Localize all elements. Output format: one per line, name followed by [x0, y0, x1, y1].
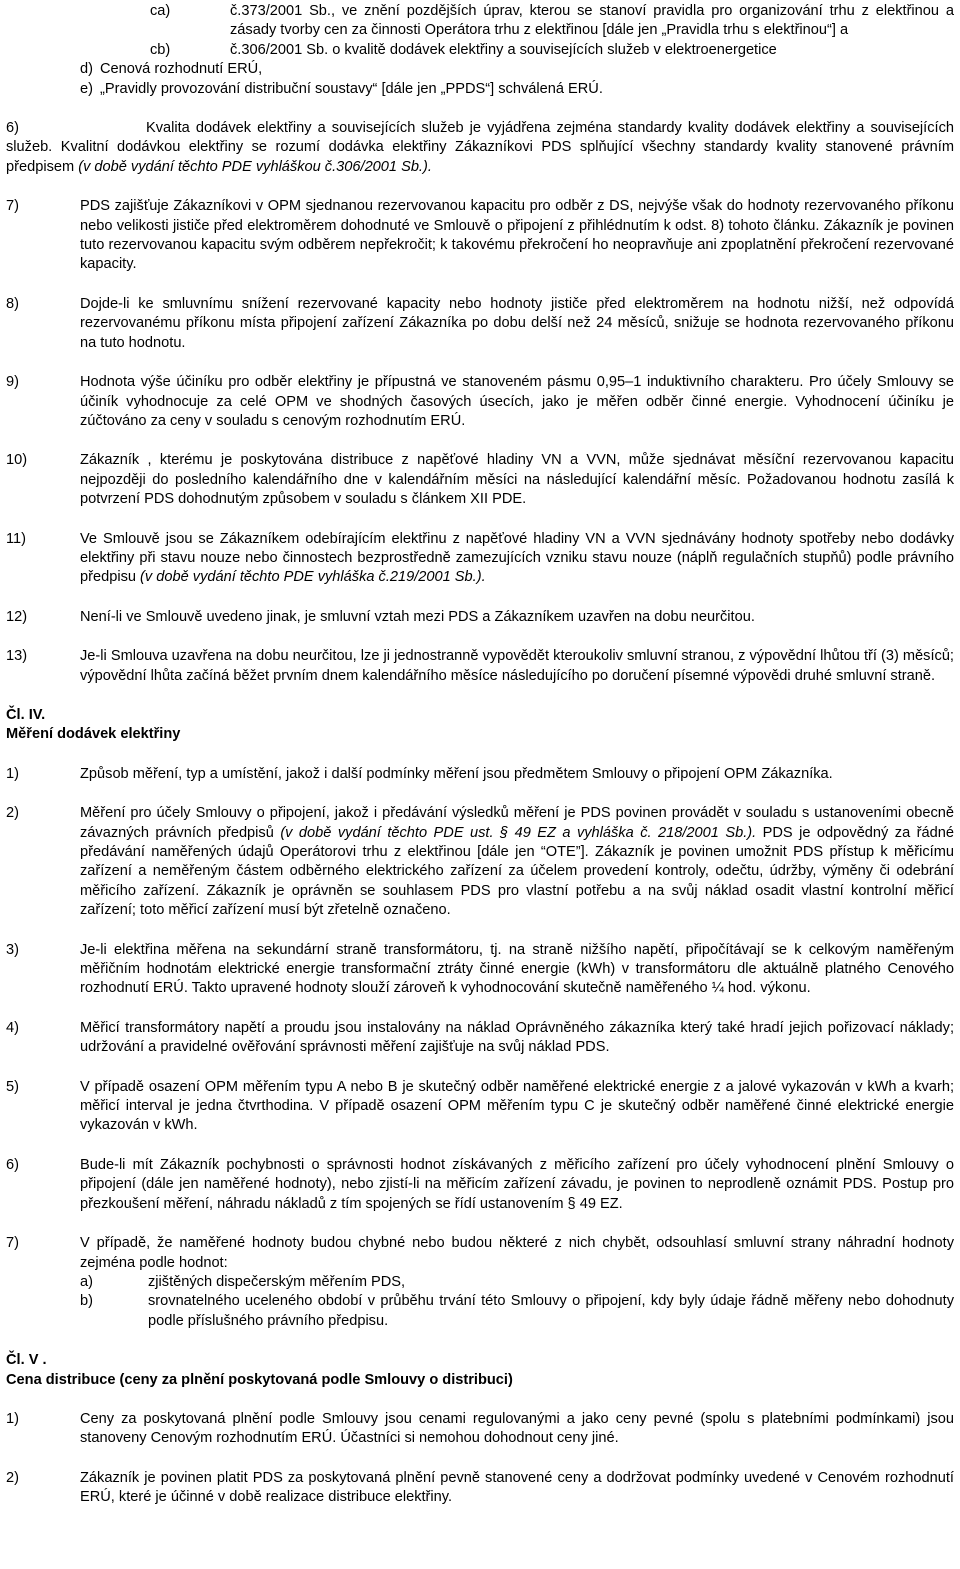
numbered-paragraph	[6, 1078, 954, 1136]
numbered-paragraph	[6, 1469, 954, 1508]
paragraph-6	[6, 119, 954, 177]
sub-text: srovnatelného uceleného období v průběhu trvání této Smlouvy o připojení, kdy byly údaje řádně měřeny nebo dohodnuty podle příslušného právního předpisu.	[148, 1293, 954, 1329]
article4-paragraph-2	[6, 804, 954, 920]
paragraph-number: 12)	[6, 608, 28, 625]
list-item-cb	[150, 41, 954, 60]
item-text: č.306/2001 Sb. o kvalitě dodávek elektřiny a souvisejících služeb v elektroenergetice	[230, 41, 777, 58]
paragraph-number: 2)	[6, 805, 19, 822]
numbered-paragraph	[6, 451, 954, 509]
paragraph-number: 6)	[6, 120, 19, 137]
paragraph-number: 8)	[6, 295, 19, 312]
numbered-paragraph	[6, 608, 954, 627]
paragraph-number: 11)	[6, 530, 27, 547]
paragraph-number: 3)	[6, 941, 19, 958]
item-text: č.373/2001 Sb., ve znění pozdějších úprav, kterou se stanoví pravidla pro organizování trhu z elektřinou a zásady tvorby cen za činnosti Operátora trhu z elektřinou [dále jen „Pravidla trhu s elektřinou“] a	[230, 3, 954, 39]
numbered-paragraph	[6, 373, 954, 431]
paragraph-text: Ve Smlouvě jsou se Zákazníkem odebírajícím elektřinu z napěťové hladiny VN a VVN sjednávány hodnoty spotřeby nebo dodávky elektřiny při stavu nouze nebo činnostech bezprostředně zamezujících vzniku stavu nouze (náplň regulačních stupňů) podle právního předpisu	[80, 530, 954, 586]
paragraph-text: V případě, že naměřené hodnoty budou chybné nebo budou některé z nich chybět, odsouhlasí smluvní strany náhradní hodnoty zejména podle hodnot:	[80, 1235, 954, 1271]
paragraph-text: Měření pro účely Smlouvy o připojení, jakož i předávání výsledků měření je PDS povinen provádět v souladu s ustanoveními obecně závazných právních předpisů	[80, 805, 954, 841]
paragraph-number: 1)	[6, 1410, 19, 1427]
item-text: Cenová rozhodnutí ERÚ,	[100, 61, 263, 78]
item-label: e)	[80, 80, 93, 97]
paragraph-text: PDS zajišťuje Zákazníkovi v OPM sjednanou rezervovanou kapacitu pro odběr z DS, nejvýše však do hodnoty rezervovaného příkonu nebo velikosti jističe před elektroměrem dohodnuté ve Smlouvě o připojení z přihlédnutím k odst. 8) tohoto článku. Zákazník je povinen tuto rezervovanou kapacitu svým odběrem nepřekročit; k takovému překročení ho neopravňuje ani zpoplatnění překročení rezervované kapacity.	[80, 198, 954, 273]
article-heading: Čl. V .	[6, 1352, 47, 1369]
paragraph-text: Měřicí transformátory napětí a proudu jsou instalovány na náklad Oprávněného zákazníka který také hradí jejich pořizovací náklady; udržování a pravidelné ověřování správnosti měření zajišťuje na svůj náklad PDS.	[80, 1019, 954, 1056]
paragraph-text: Dojde-li ke smluvnímu snížení rezervované kapacity nebo hodnoty jističe před elektroměrem na hodnotu nižší, než odpovídá rezervovanému příkonu místa připojení zařízení Zákazníka po dobu delší než 24 měsíců, snižuje se hodnota rezervovaného příkonu na tuto hodnotu.	[80, 295, 954, 351]
paragraph-text: V případě osazení OPM měřením typu A nebo B je skutečný odběr naměřené elektrické energie z a jalové vykazován v kWh a kvarh; měřicí interval je jedna čtvrthodina. V případě osazení OPM měřením typu C je skutečný odběr naměřené činné elektrické energie vykazován v kWh.	[80, 1078, 954, 1134]
list-item-d	[80, 60, 954, 79]
numbered-paragraph	[6, 941, 954, 999]
sub-item-a	[80, 1273, 954, 1292]
paragraph-number: 1)	[6, 765, 19, 782]
numbered-paragraph	[6, 1156, 954, 1214]
item-text: „Pravidly provozování distribuční soustavy“ [dále jen „PPDS“] schválená ERÚ.	[100, 80, 603, 97]
paragraph-text: Bude-li mít Zákazník pochybnosti o správnosti hodnot získávaných z měřicího zařízení pro účely vyhodnocení plnění Smlouvy o připojení (dále jen naměřené hodnoty), nebo zjistí-li na měřicím zařízení závadu, je povinen to neprodleně oznámit PDS. Postup pro přezkoušení měření, náhradu nákladů z tím spojených se řídí ustanovením § 49 EZ.	[80, 1156, 954, 1212]
paragraph-text: Ceny za poskytovaná plnění podle Smlouvy jsou cenami regulovanými a jako ceny pevné (spolu s platebními podmínkami) jsou stanoveny Cenovým rozhodnutím ERÚ. Účastníci si nemohou dohodnout ceny jiné.	[80, 1410, 954, 1447]
numbered-paragraph	[6, 197, 954, 275]
paragraph-number: 13)	[6, 648, 28, 665]
paragraph-note: (v době vydání těchto PDE vyhláškou č.306/2001 Sb.).	[78, 158, 432, 175]
paragraph-number: 10)	[6, 452, 28, 469]
article4-paragraph-7	[6, 1234, 954, 1331]
paragraph-text: Kvalita dodávek elektřiny a souvisejících služeb je vyjádřena zejména standardy kvality dodávek elektřiny a souvisejících služeb. Kvalitní dodávkou elektřiny se rozumí dodávka elektřiny Zákazníkovi PDS splňující všechny standardy kvality stanovené právním předpisem	[6, 120, 954, 175]
article-heading: Čl. IV.	[6, 706, 46, 723]
numbered-list-b	[6, 608, 954, 706]
item-label: ca)	[150, 3, 171, 19]
paragraph-11	[6, 530, 954, 588]
paragraph-note: (v době vydání těchto PDE vyhláška č.219/2001 Sb.).	[140, 569, 486, 586]
numbered-paragraph	[6, 1410, 954, 1449]
item-label: cb)	[150, 41, 171, 58]
paragraph-number: 4)	[6, 1019, 19, 1036]
paragraph-number: 2)	[6, 1469, 19, 1486]
paragraph-text: Hodnota výše účiníku pro odběr elektřiny je přípustná ve stanoveném pásmu 0,95–1 induktivního charakteru. Pro účely Smlouvy se účiník vyhodnocuje za celé OPM ve shodných časových úsecích, jako je měřen odběr činné energie. Vyhodnocení účiníku je zúčtováno za ceny v souladu s cenovým rozhodnutím ERÚ.	[80, 374, 954, 429]
article-title: Měření dodávek elektřiny	[6, 726, 181, 743]
sub-label: a)	[80, 1273, 93, 1290]
article4-paragraph-1	[6, 765, 954, 784]
item-label: d)	[80, 61, 93, 78]
paragraph-note: (v době vydání těchto PDE ust. § 49 EZ a vyhláška č. 218/2001 Sb.).	[280, 824, 757, 841]
article4-list	[6, 941, 954, 1234]
paragraph-text: Způsob měření, typ a umístění, jakož i další podmínky měření jsou předmětem Smlouvy o připojení OPM Zákazníka.	[80, 765, 833, 782]
list-item-e	[80, 80, 954, 99]
paragraph-number: 7)	[6, 1235, 19, 1252]
sub-item-b	[80, 1292, 954, 1331]
list-item-ca	[150, 2, 954, 41]
article-title: Cena distribuce (ceny za plnění poskytovaná podle Smlouvy o distribuci)	[6, 1371, 513, 1388]
paragraph-text: Je-li Smlouva uzavřena na dobu neurčitou, lze ji jednostranně vypovědět kteroukoliv smluvní stranou, z výpovědní lhůtou tří (3) měsíců; výpovědní lhůta začíná běžet prvním dnem kalendářního měsíce následujícího po doručení písemné výpovědi druhé smluvní straně.	[80, 648, 954, 684]
paragraph-number: 6)	[6, 1156, 19, 1173]
paragraph-text: Je-li elektřina měřena na sekundární straně transformátoru, tj. na straně nižšího napětí, připočítávají se k celkovým naměřeným měřičním hodnotám elektrické energie transformační ztráty činné energie (kWh) v transformátoru dle aktuálně platného Cenového rozhodnutí ERÚ. Takto upravené hodnoty slouží zároveň k vyhodnocování skutečně naměřeného ¼ hod. výkonu.	[80, 941, 954, 997]
numbered-paragraph	[6, 647, 954, 686]
paragraph-number: 5)	[6, 1078, 19, 1095]
numbered-list-a	[6, 197, 954, 529]
paragraph-text: Zákazník je povinen platit PDS za poskytovaná plnění pevně stanovené ceny a dodržovat podmínky uvedené v Cenovém rozhodnutí ERÚ, které je účinné v době realizace distribuce elektřiny.	[80, 1469, 954, 1506]
paragraph-text: Zákazník , kterému je poskytována distribuce z napěťové hladiny VN a VVN, může sjednávat měsíční rezervovanou kapacitu nejpozději do posledního kalendářního dne v kalendářním měsíci na následující kalendářní měsíc. Požadovanou hodnotu zasílá k potvrzení PDS dohodnutým způsobem v souladu s článkem XII PDE.	[80, 452, 954, 508]
numbered-paragraph	[6, 1019, 954, 1058]
document-page	[6, 2, 954, 1528]
paragraph-number: 7)	[6, 198, 19, 215]
paragraph-text: Není-li ve Smlouvě uvedeno jinak, je smluvní vztah mezi PDS a Zákazníkem uzavřen na dobu neurčitou.	[80, 608, 755, 625]
paragraph-number: 9)	[6, 374, 19, 391]
sub-text: zjištěných dispečerským měřením PDS,	[148, 1273, 406, 1290]
sub-label: b)	[80, 1293, 93, 1310]
numbered-paragraph	[6, 295, 954, 353]
paragraph-text-cont: PDS je odpovědný za řádné předávání naměřených údajů Operátorovi trhu z elektřinou [dále jen “OTE”]. Zákazník je povinen umožnit PDS přístup k měřicímu zařízení a neměřeným částem odběrného elektrického zařízení za účelem provedení kontroly, odečtu, údržby, výměny či odebrání měřicího zařízení. Zákazník je oprávněn se souhlasem PDS pro vlastní potřebu a na svůj náklad osadit vlastní kontrolní měřicí zařízení; toto měřicí zařízení musí být zřetelně označeno.	[80, 824, 955, 919]
article5-list	[6, 1410, 954, 1528]
